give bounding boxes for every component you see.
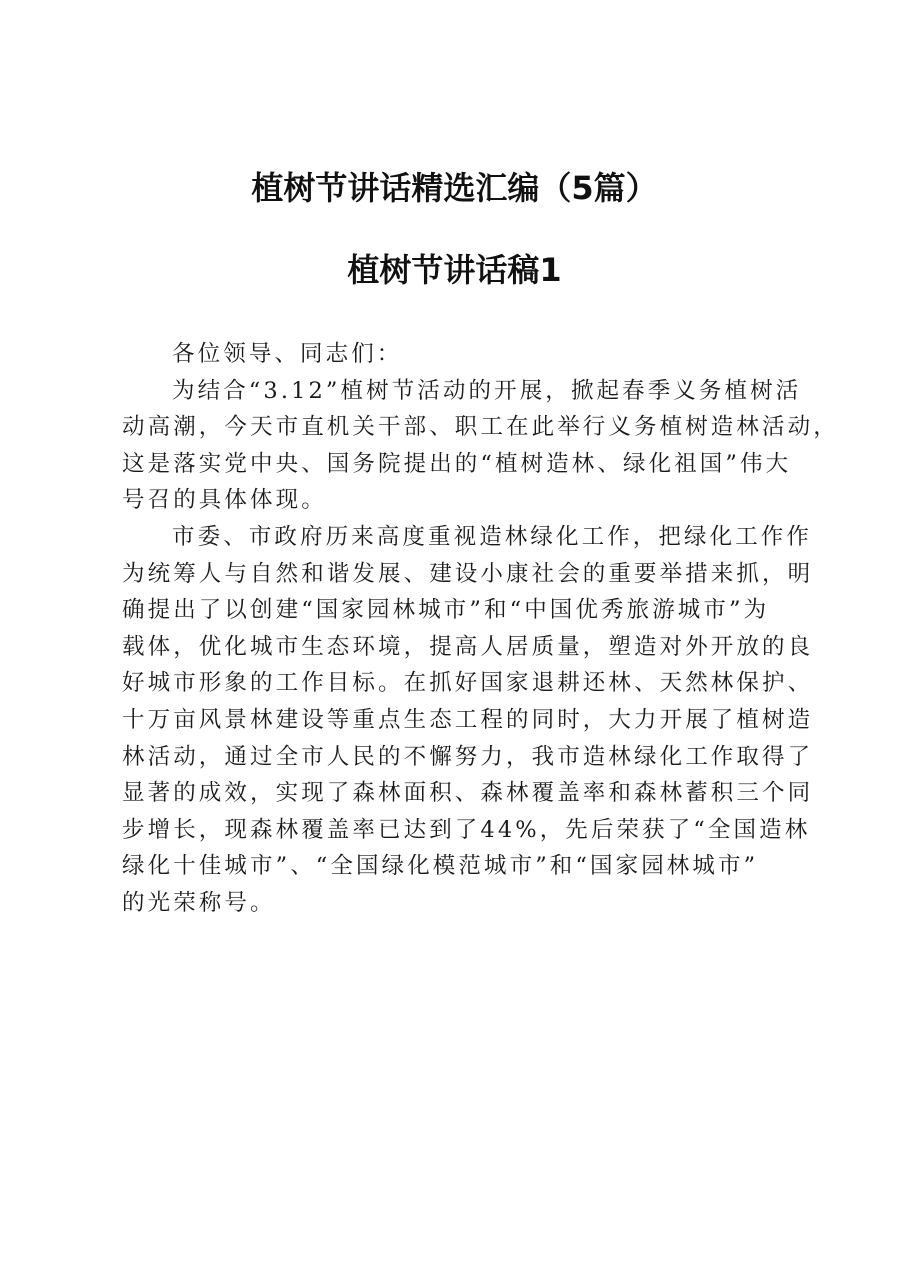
- paragraph-line: 绿化十佳城市”、“全国绿化模范城市”和“国家园林城市”: [122, 853, 759, 880]
- paragraph-line: 好城市形象的工作目标。在抓好国家退耕还林、天然林保护、: [122, 670, 814, 697]
- paragraph-line: 十万亩风景林建设等重点生态工程的同时，大力开展了植树造: [122, 706, 814, 733]
- document-subtitle: 植树节讲话稿1: [347, 251, 562, 289]
- salutation-line: 各位领导、同志们：: [172, 341, 403, 367]
- paragraph-line: 号召的具体体现。: [122, 487, 327, 514]
- paragraph-line: 林活动，通过全市人民的不懈努力，我市造林绿化工作取得了: [122, 743, 814, 770]
- paragraph-line: 的光荣称号。: [122, 889, 276, 916]
- paragraph-line: 这是落实党中央、国务院提出的“植树造林、绿化祖国”伟大: [122, 450, 792, 477]
- document-body: [122, 336, 839, 922]
- paragraph-line: 确提出了以创建“国家园林城市”和“中国优秀旅游城市”为: [122, 597, 770, 624]
- paragraph-line: 为统筹人与自然和谐发展、建设小康社会的重要举措来抓，明: [122, 560, 814, 587]
- paragraph-line: 显著的成效，实现了森林面积、森林覆盖率和森林蓄积三个同: [122, 780, 814, 807]
- paragraph-line: 载体，优化城市生态环境，提高人居质量，塑造对外开放的良: [122, 633, 814, 660]
- paragraph-line: 市委、市政府历来高度重视造林绿化工作，把绿化工作作: [172, 523, 813, 550]
- document-title: 植树节讲话精选汇编（5篇）: [251, 169, 658, 207]
- paragraph-line: 动高潮，今天市直机关干部、职工在此举行义务植树造林活动，: [122, 414, 839, 441]
- paragraph-line: 步增长，现森林覆盖率已达到了44%，先后荣获了“全国造林: [122, 816, 811, 843]
- paragraph-line: 为结合“3.12”植树节活动的开展，掀起春季义务植树活: [172, 377, 802, 404]
